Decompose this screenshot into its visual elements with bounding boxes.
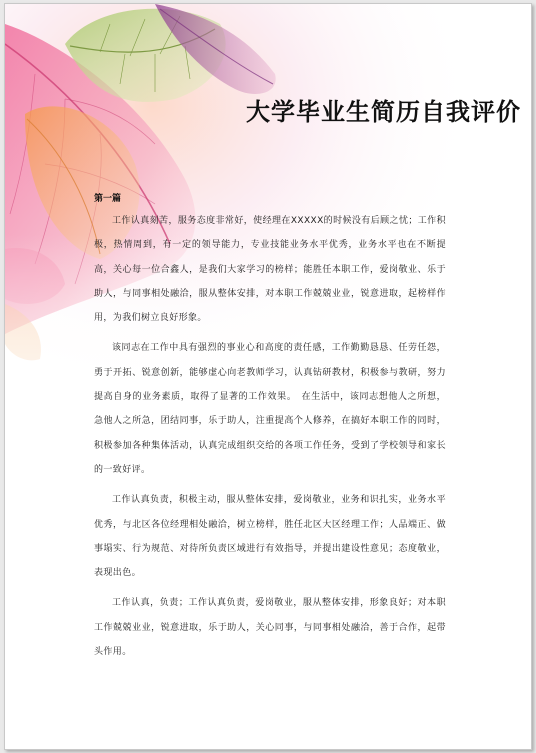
document-body	[94, 189, 446, 664]
paragraph-2: 该同志在工作中具有强烈的事业心和高度的责任感，工作勤勤恳恳、任劳任怨，勇于开拓、锐意创新，能够虚心向老教师学习，认真钻研教材，积极参与教研，努力提高自身的业务素质，取得了显著的工作效果。 在生活中，该同志想他人之所想，急他人之所急，团结同事，乐于助人，注重提高个人修养，在搞好本职工作的同时，积极参加各种集体活动，认真完成组织交给的各项工作任务，受到了学校领导和家长的一致好评。	[94, 343, 446, 475]
paragraph-4: 工作认真，负责；工作认真负责，爱岗敬业，服从整体安排，形象良好；对本职工作兢兢业业，锐意进取，乐于助人，关心同事，与同事相处融洽，善于合作，起带头作用。	[94, 598, 446, 658]
section-title: 第一篇	[94, 194, 122, 204]
document-page	[4, 3, 532, 750]
paragraph-1: 工作认真刻苦，服务态度非常好，使经理在XXXXX的时候没有后顾之忧；工作积极，热情周到，有一定的领导能力，专业技能业务水平优秀，业务水平也在不断提高，关心每一位合鑫人，是我们大家学习的榜样；能胜任本职工作，爱岗敬业、乐于助人，与同事相处融洽，服从整体安排，对本职工作兢兢业业，锐意进取，起榜样作用，为我们树立良好形象。	[94, 216, 446, 324]
document-title: 大学毕业生简历自我评价	[246, 98, 521, 126]
paragraph-3: 工作认真负责，积极主动，服从整体安排，爱岗敬业，业务和识扎实，业务水平优秀，与北区各位经理相处融洽，树立榜样，胜任北区大区经理工作；人品端正、做事塌实、行为规范、对待所负责区域进行有效指导，并提出建设性意见；态度敬业，表现出色。	[94, 495, 446, 579]
